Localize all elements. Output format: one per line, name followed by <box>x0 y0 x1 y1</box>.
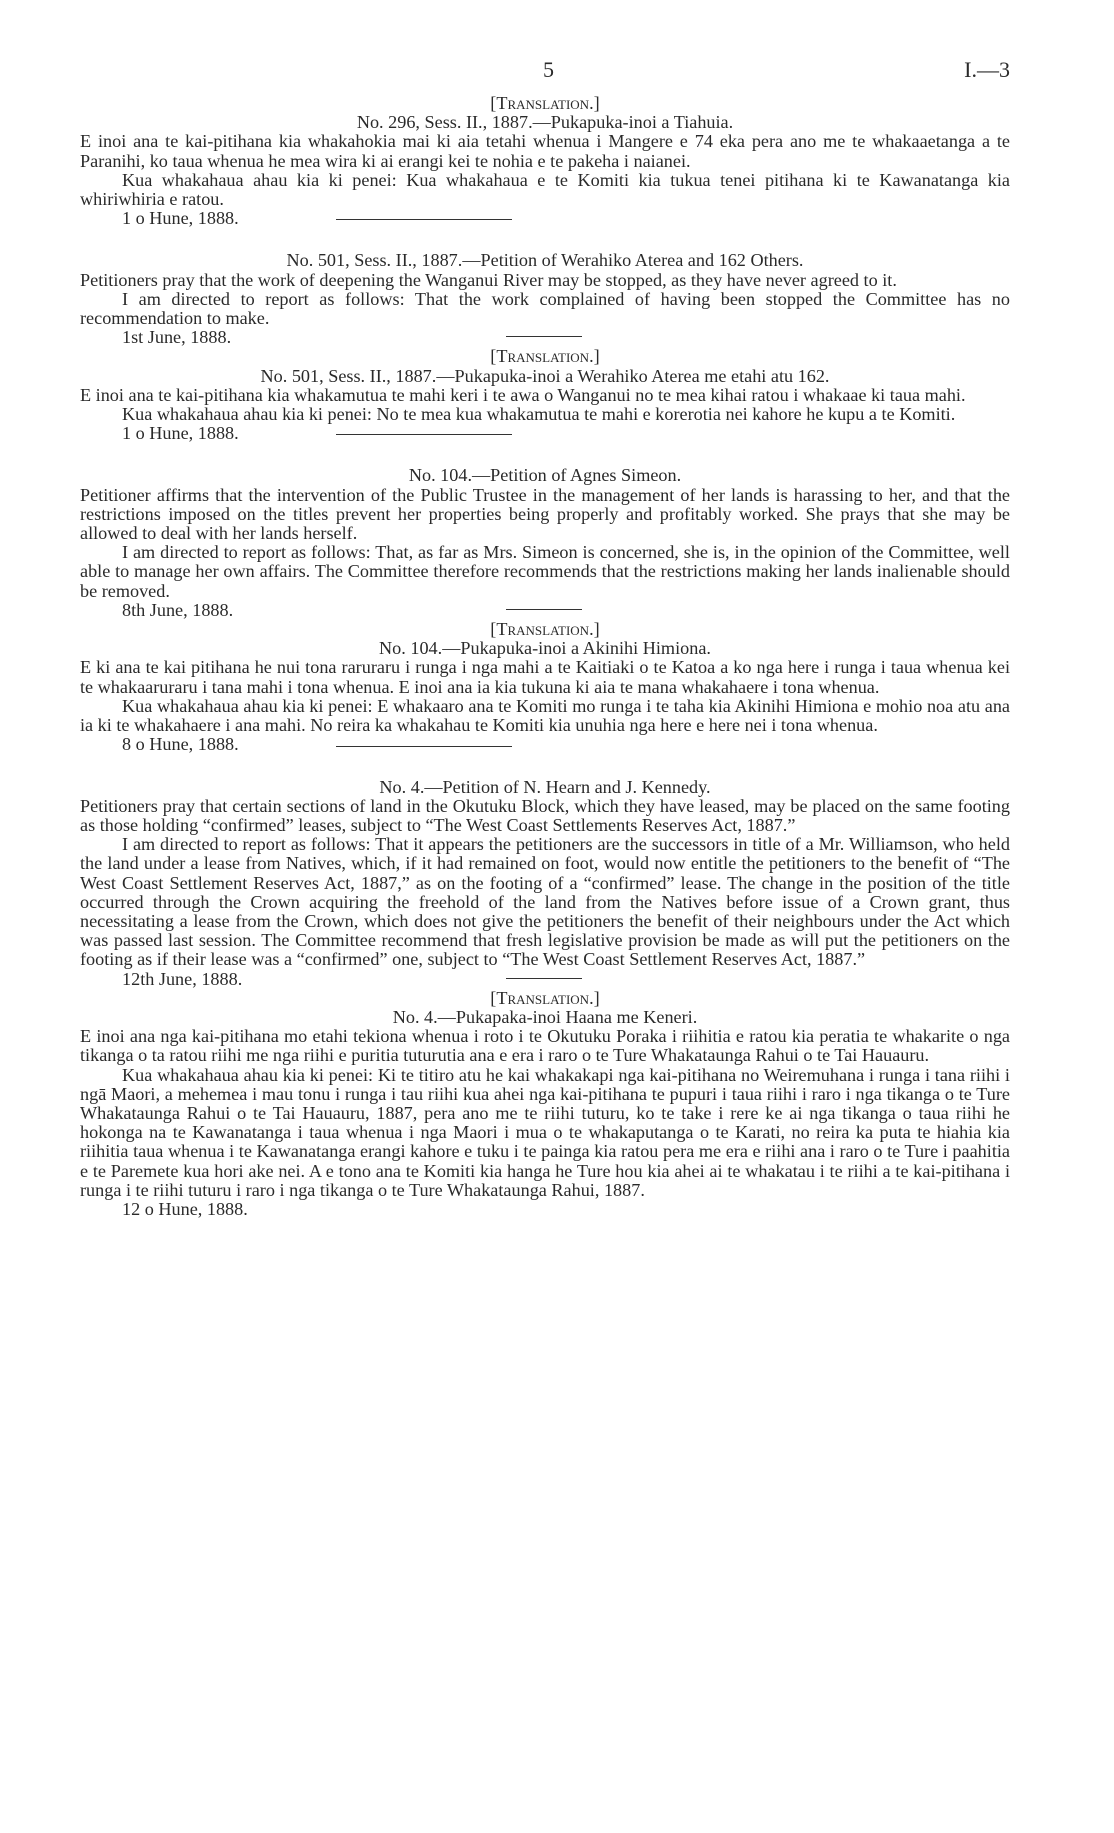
report-paragraph: I am directed to report as follows: That, as far as Mrs. Simeon is concerned, she is, in the opinion of the Committee, well able to manage her own affairs. The Committee therefore recommends that the restrictions making her lands inalienable should be removed. <box>80 542 1010 601</box>
petition-paragraph: Petitioner affirms that the intervention of the Public Trustee in the management of her lands is harassing to her, and that the restrictions imposed on the titles prevent her properties being properly and profitably worked. She prays that she may be allowed to deal with her lands herself. <box>80 484 1010 544</box>
report-date: 1 o Hune, 1888. <box>122 423 239 444</box>
petition-title: No. 104.—Pukapuka-inoi a Akinihi Himiona. <box>379 638 711 659</box>
report-paragraph: Kua whakahaua ahau kia ki penei: No te mea kua whakamutua te mahi e korerotia nei kahore he kupu a te Komiti. <box>122 404 956 425</box>
short-divider <box>506 336 582 337</box>
report-paragraph: Kua whakahaua ahau kia ki penei: Kua whakahaua e te Komiti kia tukua tenei pitihana ki te Kawanatanga kia whiriwhiria e ratou. <box>80 169 1010 210</box>
report-date: 8th June, 1888. <box>122 599 234 620</box>
report-date: 1st June, 1888. <box>122 327 232 348</box>
petition-paragraph: E ki ana te kai pitihana he nui tona raruraru i runga i nga mahi a te Kaitiaki o te Katoa a ko nga here i runga i taua whenua kei te whakaaruraru i tana mahi i tona whenua. E inoi ana ia kia tukuna ki aia te mana whakahaere i tona whenua. <box>80 657 1010 697</box>
page-number: 5 <box>543 57 554 82</box>
petition-paragraph: Petitioners pray that the work of deepening the Wanganui River may be stopped, as they have never agreed to it. <box>80 269 897 290</box>
petition-paragraph: E inoi ana te kai-pitihana kia whakahokia mai ki aia tetahi whenua i Mangere e 74 eka pera ano me te whakaaetanga a te Paranihi, ko taua whenua he mea wira ki ai erangi kei te nohia e te pakeha i naianei. <box>80 131 1010 171</box>
report-paragraph: I am directed to report as follows: That it appears the petitioners are the successors in title of a Mr. Williamson, who held the land under a lease from Natives, which, if it had remained on foot, would now entitle the petitioners to the benefit of “The West Coast Settlement Reserves Act, 1887,” as on the footing of a “confirmed” lease. The change in the position of the title occurred through the Crown acquiring the freehold of the land from the Natives before issue of a Crown grant, thus necessitating a lease from the Crown, which does not give the petitioners the benefit of their neighbours under the Act which was passed last session. The Committee recommend that fresh legislative provision be made as will put the petitioners on the footing as if their lease was a “confirmed” one, subject to “The West Coast Settlement Reserves Act, 1887.” <box>80 834 1010 970</box>
section-akinihi-himiona-translation <box>80 620 1010 755</box>
petition-title: No. 501, Sess. II., 1887.—Petition of Werahiko Aterea and 162 Others. <box>286 250 804 271</box>
section-tiahuia-translation <box>80 94 1010 229</box>
petition-title: No. 501, Sess. II., 1887.—Pukapuka-inoi a Werahiko Aterea me etahi atu 162. <box>260 365 830 386</box>
translation-label: [Translation.] <box>490 93 600 113</box>
petition-paragraph: E inoi ana nga kai-pitihana mo etahi tekiona whenua i roto i te Okutuku Poraka i riihitia e ratou kia peratia te whakarite o nga tikanga o ta ratou riihi me nga riihi e puritia tuturutia ana e era i raro o te Ture Whakataunga Rahui o te Tai Hauauru. <box>80 1026 1010 1066</box>
report-date: 1 o Hune, 1888. <box>122 208 239 229</box>
section-agnes-simeon <box>80 466 1010 620</box>
report-date: 12th June, 1888. <box>122 968 243 989</box>
report-date: 8 o Hune, 1888. <box>122 734 239 755</box>
petition-title: No. 104.—Petition of Agnes Simeon. <box>408 465 682 486</box>
section-haana-keneri-translation <box>80 989 1010 1219</box>
translation-label: [Translation.] <box>490 346 600 367</box>
report-paragraph: Kua whakahaua ahau kia ki penei: E whakaaro ana te Komiti mo runga i te taha kia Akinihi Himiona e mohio noa atu ana ia ki te whakahaere i ana mahi. No reira ka whakahau te Komiti kia unuhia nga here e here nei i tona whenua. <box>80 695 1010 736</box>
section-hearn-kennedy <box>80 778 1010 989</box>
report-paragraph: Kua whakahaua ahau kia ki penei: Ki te titiro atu he kai whakakapi nga kai-pitihana no Weiremuhana i runga i tana riihi i ngā Maori, a mehemea i mau tonu i runga i tau riihi kua ahei nga kai-pitihana te pupuri i taua riihi i raro i nga tikanga o te Ture Whakataunga Rahui o te Tai Hauauru, 1887, pera ano me te riihi tuturu, ko te take i rere ke ai nga tikanga o taua riihi he hokonga na te Kawanatanga i taua whenua i nga Maori i mua o te whakaputanga o te Karati, no reira ka puta te hiahia kia riihitia taua whenua i te Kawanatanga erangi kahore e tuku i te painga kia ratou pera me era e riihi ana i raro o te Ture i paahitia e te Paremete kua hori ake nei. A e tono ana te Komiti kia hanga he Ture hou kia ahei ai te whakatau i te riihi a te kai-pitihana i runga i te riihi tuturu i raro i nga tikanga o te Ture Whakataunga Rahui, 1887. <box>80 1064 1010 1200</box>
petition-paragraph: E inoi ana te kai-pitihana kia whakamutua te mahi keri i te awa o Wanganui no te mea kihai ratou i whakaae ki taua mahi. <box>80 384 966 405</box>
section-divider <box>336 219 512 220</box>
section-divider <box>336 746 512 747</box>
petition-title: No. 4.—Pukapaka-inoi Haana me Keneri. <box>392 1006 698 1027</box>
short-divider <box>506 978 582 979</box>
report-paragraph: I am directed to report as follows: That the work complained of having been stopped the Committee has no recommendation to make. <box>80 288 1010 329</box>
translation-label: [Translation.] <box>490 619 600 640</box>
translation-label: [Translation.] <box>490 987 600 1008</box>
section-werahiko-aterea <box>80 251 1010 347</box>
short-divider <box>506 609 582 610</box>
petition-paragraph: Petitioners pray that certain sections of land in the Okutuku Block, which they have leased, may be placed on the same footing as those holding “confirmed” leases, subject to “The West Coast Settlements Reserves Act, 1887.” <box>80 795 1010 835</box>
series-reference: I.—3 <box>964 57 1010 82</box>
section-divider <box>336 434 512 435</box>
petition-title: No. 4.—Petition of N. Hearn and J. Kennedy. <box>379 776 711 797</box>
petition-title: No. 296, Sess. II., 1887.—Pukapuka-inoi a Tiahuia. <box>356 112 734 133</box>
running-head <box>80 50 1010 94</box>
report-date: 12 o Hune, 1888. <box>122 1198 248 1219</box>
section-werahiko-aterea-translation <box>80 347 1010 444</box>
